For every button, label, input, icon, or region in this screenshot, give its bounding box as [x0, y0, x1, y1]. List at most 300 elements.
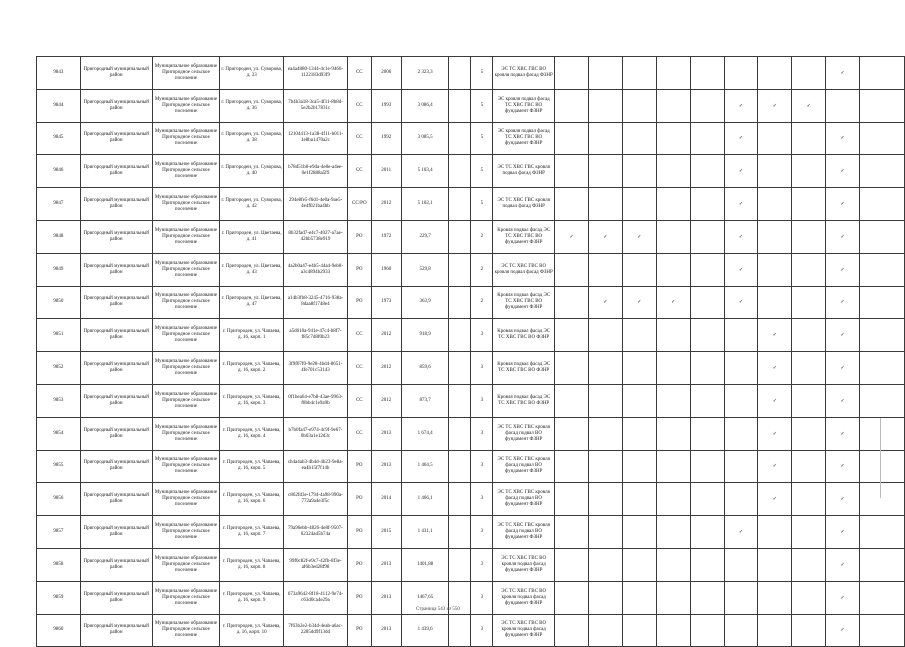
blank-cell [449, 89, 471, 122]
type-cell: СС [347, 57, 371, 90]
blank-cell [449, 450, 471, 483]
checkmark-icon: ✓ [758, 483, 792, 516]
checkmark-icon: ✓ [826, 352, 860, 385]
empty-mark-cell [622, 319, 656, 352]
row-number: 9859 [37, 581, 81, 614]
district-cell: Пригородный муниципальный район [80, 548, 152, 581]
type-cell: РО [347, 548, 371, 581]
trailing-cell [860, 57, 905, 90]
row-number: 9854 [37, 417, 81, 450]
empty-mark-cell [724, 384, 758, 417]
row-number: 9858 [37, 548, 81, 581]
area-cell: 1 431,1 [401, 516, 449, 549]
table-row [37, 286, 905, 319]
table-row [37, 352, 905, 385]
empty-mark-cell [690, 417, 724, 450]
floors-cell: 5 [471, 57, 493, 90]
floors-cell: 5 [471, 188, 493, 221]
area-cell: 873,7 [401, 384, 449, 417]
floors-cell: 3 [471, 417, 493, 450]
guid-cell: c862fd3e-1794-4a98-990a-772a9a4e3f5c [284, 483, 348, 516]
trailing-cell [860, 319, 905, 352]
year-cell: 2013 [371, 614, 401, 647]
empty-mark-cell [690, 286, 724, 319]
empty-mark-cell [588, 188, 622, 221]
district-cell: Пригородный муниципальный район [80, 450, 152, 483]
trailing-cell [860, 483, 905, 516]
floors-cell: 2 [471, 286, 493, 319]
year-cell: 1993 [371, 89, 401, 122]
checkmark-icon: ✓ [758, 417, 792, 450]
empty-mark-cell [690, 548, 724, 581]
empty-mark-cell [622, 155, 656, 188]
table-row [37, 516, 905, 549]
empty-mark-cell [792, 516, 826, 549]
district-cell: Пригородный муниципальный район [80, 417, 152, 450]
guid-cell: 79a96ebb-4826-4e8f-9507-02324ad5b74a [284, 516, 348, 549]
checkmark-icon: ✓ [792, 89, 826, 122]
empty-mark-cell [758, 220, 792, 253]
settlement-cell: Муниципальное образование Пригородное сельское поселение [152, 352, 220, 385]
area-cell: 1 439,6 [401, 614, 449, 647]
area-cell: 529,8 [401, 253, 449, 286]
type-cell: РО [347, 483, 371, 516]
district-cell: Пригородный муниципальный район [80, 122, 152, 155]
guid-cell: 8b32fad7-e4c7-4027-a7ae-42bb5738e919 [284, 220, 348, 253]
empty-mark-cell [792, 614, 826, 647]
empty-mark-cell [555, 384, 589, 417]
address-cell: г. Пригороден, ул. Суворова, д. 36 [220, 89, 284, 122]
checkmark-icon: ✓ [588, 286, 622, 319]
checkmark-icon: ✓ [826, 122, 860, 155]
empty-mark-cell [792, 483, 826, 516]
address-cell: г. Пригороден, ул. Чапаева, д. 16, корп. 9 [220, 581, 284, 614]
empty-mark-cell [588, 253, 622, 286]
systems-cell: ЭС кровля подвал фасад ТС ХВС ГВС ВО фундамент ФЗНР [493, 122, 555, 155]
checkmark-icon: ✓ [826, 155, 860, 188]
blank-cell [449, 352, 471, 385]
area-cell: 2 323,3 [401, 57, 449, 90]
address-cell: г. Пригороден, ул. Суворова, д. 42 [220, 188, 284, 221]
checkmark-icon: ✓ [656, 286, 690, 319]
guid-cell: 7f63b2e2-b34d-4eab-a6ac-2285dd9f13dd [284, 614, 348, 647]
guid-cell: ea4a4880-1344-4c1e-9466-1122183d93f9 [284, 57, 348, 90]
checkmark-icon: ✓ [724, 253, 758, 286]
table-row [37, 581, 905, 614]
row-number: 9849 [37, 253, 81, 286]
empty-mark-cell [656, 155, 690, 188]
empty-mark-cell [690, 352, 724, 385]
district-cell: Пригородный муниципальный район [80, 155, 152, 188]
empty-mark-cell [792, 352, 826, 385]
empty-mark-cell [555, 253, 589, 286]
empty-mark-cell [622, 548, 656, 581]
empty-mark-cell [792, 384, 826, 417]
empty-mark-cell [656, 253, 690, 286]
checkmark-icon: ✓ [724, 155, 758, 188]
district-cell: Пригородный муниципальный район [80, 384, 152, 417]
empty-mark-cell [555, 516, 589, 549]
blank-cell [449, 384, 471, 417]
empty-mark-cell [555, 614, 589, 647]
checkmark-icon: ✓ [724, 286, 758, 319]
empty-mark-cell [758, 253, 792, 286]
guid-cell: 673a9642-8f18-4112-9e74-c63d0ca4e29a [284, 581, 348, 614]
type-cell: РО [347, 220, 371, 253]
empty-mark-cell [792, 220, 826, 253]
address-cell: г. Пригороден, ул. Чапаева, д. 16, корп. 6 [220, 483, 284, 516]
year-cell: 2013 [371, 450, 401, 483]
checkmark-icon: ✓ [826, 384, 860, 417]
row-number: 9848 [37, 220, 81, 253]
row-number: 9847 [37, 188, 81, 221]
empty-mark-cell [555, 548, 589, 581]
district-cell: Пригородный муниципальный район [80, 220, 152, 253]
floors-cell: 3 [471, 614, 493, 647]
checkmark-icon: ✓ [826, 220, 860, 253]
guid-cell: 0f1bea64-e7b8-43ae-9963-f8bb4c1e9a9b [284, 384, 348, 417]
checkmark-icon: ✓ [758, 89, 792, 122]
blank-cell [449, 417, 471, 450]
empty-mark-cell [656, 220, 690, 253]
empty-mark-cell [588, 483, 622, 516]
checkmark-icon: ✓ [622, 286, 656, 319]
systems-cell: ЭС ТС ХВС ГВС кровля подвал фасад ФЗНР [493, 188, 555, 221]
address-cell: г. Пригороден, ул. Чапаева, д. 16, корп. 5 [220, 450, 284, 483]
district-cell: Пригородный муниципальный район [80, 614, 152, 647]
empty-mark-cell [724, 450, 758, 483]
empty-mark-cell [792, 319, 826, 352]
type-cell: РО [347, 450, 371, 483]
table-row [37, 384, 905, 417]
type-cell: СС [347, 155, 371, 188]
trailing-cell [860, 614, 905, 647]
checkmark-icon: ✓ [826, 483, 860, 516]
empty-mark-cell [555, 286, 589, 319]
empty-mark-cell [555, 188, 589, 221]
empty-mark-cell [758, 286, 792, 319]
empty-mark-cell [690, 483, 724, 516]
table-row [37, 614, 905, 647]
trailing-cell [860, 155, 905, 188]
district-cell: Пригородный муниципальный район [80, 352, 152, 385]
empty-mark-cell [724, 548, 758, 581]
guid-cell: 99f0c82f-e9c7-42fb-8f3e-af6b3ed28f98 [284, 548, 348, 581]
checkmark-icon: ✓ [826, 581, 860, 614]
table-row [37, 57, 905, 90]
empty-mark-cell [690, 122, 724, 155]
empty-mark-cell [792, 57, 826, 90]
settlement-cell: Муниципальное образование Пригородное сельское поселение [152, 155, 220, 188]
year-cell: 2011 [371, 155, 401, 188]
row-number: 9852 [37, 352, 81, 385]
empty-mark-cell [690, 89, 724, 122]
page-footer: Страница 543 из 550 [416, 607, 460, 612]
row-number: 9843 [37, 57, 81, 90]
trailing-cell [860, 450, 905, 483]
systems-cell: ЭС ТС ХВС ГВС ВО кровля подвал фасад ФЗНР [493, 253, 555, 286]
empty-mark-cell [690, 220, 724, 253]
settlement-cell: Муниципальное образование Пригородное сельское поселение [152, 548, 220, 581]
settlement-cell: Муниципальное образование Пригородное сельское поселение [152, 516, 220, 549]
empty-mark-cell [792, 253, 826, 286]
year-cell: 2006 [371, 57, 401, 90]
settlement-cell: Муниципальное образование Пригородное сельское поселение [152, 286, 220, 319]
table-row [37, 122, 905, 155]
checkmark-icon: ✓ [758, 384, 792, 417]
empty-mark-cell [690, 516, 724, 549]
empty-mark-cell [758, 155, 792, 188]
blank-cell [449, 483, 471, 516]
row-number: 9857 [37, 516, 81, 549]
empty-mark-cell [555, 122, 589, 155]
checkmark-icon: ✓ [758, 450, 792, 483]
type-cell: СС [347, 417, 371, 450]
empty-mark-cell [656, 516, 690, 549]
empty-mark-cell [690, 450, 724, 483]
empty-mark-cell [622, 417, 656, 450]
floors-cell: 3 [471, 352, 493, 385]
empty-mark-cell [724, 581, 758, 614]
address-cell: г. Пригороден, ул. Чапаева, д. 16, корп. 2 [220, 352, 284, 385]
year-cell: 2013 [371, 581, 401, 614]
floors-cell: 3 [471, 319, 493, 352]
checkmark-icon: ✓ [588, 220, 622, 253]
checkmark-icon: ✓ [758, 352, 792, 385]
empty-mark-cell [622, 253, 656, 286]
empty-mark-cell [724, 483, 758, 516]
empty-mark-cell [656, 122, 690, 155]
area-cell: 1 464,5 [401, 450, 449, 483]
settlement-cell: Муниципальное образование Пригородное сельское поселение [152, 89, 220, 122]
empty-mark-cell [656, 483, 690, 516]
systems-cell: ЭС ТС ХВС ГВС ВО кровля подвал фасад ФЗНР [493, 57, 555, 90]
empty-mark-cell [690, 581, 724, 614]
trailing-cell [860, 253, 905, 286]
systems-cell: Кровля подвал фасад ЭС ТС ХВС ГВС ВО ФЗНР [493, 384, 555, 417]
year-cell: 2012 [371, 352, 401, 385]
blank-cell [449, 319, 471, 352]
year-cell: 1972 [371, 220, 401, 253]
systems-cell: ЭС ТС ХВС ГВС ВО кровля подвал фасад фундамент ФЗНР [493, 581, 555, 614]
empty-mark-cell [826, 89, 860, 122]
empty-mark-cell [622, 581, 656, 614]
district-cell: Пригородный муниципальный район [80, 581, 152, 614]
checkmark-icon: ✓ [826, 417, 860, 450]
systems-cell: ЭС ТС ХВС ГВС кровля фасад подвал ВО фундамент ФЗНР [493, 516, 555, 549]
floors-cell: 5 [471, 155, 493, 188]
district-cell: Пригородный муниципальный район [80, 253, 152, 286]
area-cell: 3 086,4 [401, 89, 449, 122]
year-cell: 1960 [371, 253, 401, 286]
district-cell: Пригородный муниципальный район [80, 188, 152, 221]
trailing-cell [860, 122, 905, 155]
empty-mark-cell [792, 548, 826, 581]
guid-cell: 4a2b0a47-e4b5-44a4-9eb8-a3c4894b2933 [284, 253, 348, 286]
settlement-cell: Муниципальное образование Пригородное сельское поселение [152, 384, 220, 417]
guid-cell: 12104413-1a38-4f11-b011-1e8ba1470a2c [284, 122, 348, 155]
settlement-cell: Муниципальное образование Пригородное сельское поселение [152, 417, 220, 450]
type-cell: СС/РО [347, 188, 371, 221]
empty-mark-cell [588, 319, 622, 352]
empty-mark-cell [622, 483, 656, 516]
systems-cell: ЭС ТС ХВС ГВС ВО кровля подвал фасад фундамент ФЗНР [493, 548, 555, 581]
empty-mark-cell [555, 57, 589, 90]
systems-cell: ЭС ТС ХВС ГВС кровля подвал фасад ФЗНР [493, 155, 555, 188]
blank-cell [449, 548, 471, 581]
district-cell: Пригородный муниципальный район [80, 516, 152, 549]
empty-mark-cell [555, 89, 589, 122]
floors-cell: 3 [471, 450, 493, 483]
empty-mark-cell [656, 450, 690, 483]
floors-cell: 2 [471, 220, 493, 253]
register-table [36, 56, 905, 647]
settlement-cell: Муниципальное образование Пригородное сельское поселение [152, 614, 220, 647]
empty-mark-cell [758, 581, 792, 614]
trailing-cell [860, 220, 905, 253]
empty-mark-cell [588, 384, 622, 417]
empty-mark-cell [690, 57, 724, 90]
guid-cell: 3f9f07f0-9e28-4bd4-8651-4fe701c53143 [284, 352, 348, 385]
settlement-cell: Муниципальное образование Пригородное сельское поселение [152, 319, 220, 352]
empty-mark-cell [724, 417, 758, 450]
checkmark-icon: ✓ [724, 516, 758, 549]
area-cell: 5 103,4 [401, 155, 449, 188]
systems-cell: Кровля подвал фасад ЭС ТС ХВС ГВС ВО ФЗНР [493, 352, 555, 385]
checkmark-icon: ✓ [826, 188, 860, 221]
floors-cell: 3 [471, 384, 493, 417]
blank-cell [449, 614, 471, 647]
empty-mark-cell [656, 614, 690, 647]
systems-cell: ЭС ТС ХВС ГВС кровля фасад подвал ВО фундамент ФЗНР [493, 417, 555, 450]
empty-mark-cell [622, 352, 656, 385]
type-cell: СС [347, 319, 371, 352]
area-cell: 1401,88 [401, 548, 449, 581]
systems-cell: ЭС ТС ХВС ГВС кровля фасад подвал ВО фундамент ФЗНР [493, 483, 555, 516]
type-cell: РО [347, 253, 371, 286]
area-cell: 229,7 [401, 220, 449, 253]
year-cell: 2015 [371, 516, 401, 549]
checkmark-icon: ✓ [622, 220, 656, 253]
blank-cell [449, 253, 471, 286]
table-row [37, 483, 905, 516]
settlement-cell: Муниципальное образование Пригородное сельское поселение [152, 122, 220, 155]
type-cell: СС [347, 122, 371, 155]
guid-cell: a5d610a-941e-47c4-b8f7-f85c7d8f0b23 [284, 319, 348, 352]
table-row [37, 253, 905, 286]
settlement-cell: Муниципальное образование Пригородное сельское поселение [152, 450, 220, 483]
row-number: 9845 [37, 122, 81, 155]
guid-cell: b78d51b8-e9da-4e8e-a4ee-0e1f2888a5f9 [284, 155, 348, 188]
address-cell: г. Пригороден, ул. Цветаева, д. 43 [220, 253, 284, 286]
row-number: 9855 [37, 450, 81, 483]
page-edge-mark [880, 418, 881, 498]
checkmark-icon: ✓ [826, 548, 860, 581]
empty-mark-cell [758, 57, 792, 90]
blank-cell [449, 57, 471, 90]
empty-mark-cell [656, 548, 690, 581]
floors-cell: 3 [471, 548, 493, 581]
year-cell: 2012 [371, 188, 401, 221]
systems-cell: Кровля подвал фасад ЭС ТС ХВС ГВС ВО ФЗНР [493, 319, 555, 352]
systems-cell: ЭС ТС ХВС ГВС ВО кровля подвал фасад фундамент ФЗНР [493, 614, 555, 647]
empty-mark-cell [690, 319, 724, 352]
empty-mark-cell [588, 89, 622, 122]
row-number: 9846 [37, 155, 81, 188]
empty-mark-cell [690, 253, 724, 286]
checkmark-icon: ✓ [826, 253, 860, 286]
empty-mark-cell [758, 516, 792, 549]
table-row [37, 548, 905, 581]
year-cell: 2012 [371, 319, 401, 352]
empty-mark-cell [588, 450, 622, 483]
table-row [37, 188, 905, 221]
checkmark-icon: ✓ [826, 319, 860, 352]
empty-mark-cell [622, 384, 656, 417]
trailing-cell [860, 581, 905, 614]
empty-mark-cell [588, 614, 622, 647]
blank-cell [449, 220, 471, 253]
floors-cell: 5 [471, 122, 493, 155]
settlement-cell: Муниципальное образование Пригородное сельское поселение [152, 188, 220, 221]
table-row [37, 155, 905, 188]
trailing-cell [860, 89, 905, 122]
year-cell: 1973 [371, 286, 401, 319]
row-number: 9844 [37, 89, 81, 122]
year-cell: 2012 [371, 384, 401, 417]
blank-cell [449, 155, 471, 188]
empty-mark-cell [758, 122, 792, 155]
blank-cell [449, 188, 471, 221]
empty-mark-cell [555, 450, 589, 483]
address-cell: г. Пригороден, ул. Чапаева, д. 16, корп. 1 [220, 319, 284, 352]
blank-cell [449, 286, 471, 319]
row-number: 9853 [37, 384, 81, 417]
systems-cell: ЭС ТС ХВС ГВС кровля фасад подвал ВО фундамент ФЗНР [493, 450, 555, 483]
empty-mark-cell [622, 450, 656, 483]
empty-mark-cell [555, 155, 589, 188]
empty-mark-cell [656, 89, 690, 122]
district-cell: Пригородный муниципальный район [80, 319, 152, 352]
table-row [37, 220, 905, 253]
empty-mark-cell [792, 155, 826, 188]
address-cell: г. Пригороден, ул. Чапаева, д. 16, корп. 3 [220, 384, 284, 417]
empty-mark-cell [656, 188, 690, 221]
empty-mark-cell [792, 581, 826, 614]
type-cell: СС [347, 352, 371, 385]
empty-mark-cell [656, 352, 690, 385]
systems-cell: Кровля подвал фасад ЭС ТС ХВС ГВС ВО фундамент ФЗНР [493, 286, 555, 319]
type-cell: РО [347, 581, 371, 614]
guid-cell: b7b0fa47-e974-4c9f-9e67-0b03a1e12d3c [284, 417, 348, 450]
empty-mark-cell [792, 122, 826, 155]
empty-mark-cell [555, 483, 589, 516]
trailing-cell [860, 188, 905, 221]
district-cell: Пригородный муниципальный район [80, 286, 152, 319]
checkmark-icon: ✓ [758, 319, 792, 352]
floors-cell: 5 [471, 89, 493, 122]
table-row [37, 450, 905, 483]
checkmark-icon: ✓ [826, 450, 860, 483]
address-cell: г. Пригороден, ул. Чапаева, д. 16, корп. 4 [220, 417, 284, 450]
systems-cell: ЭС кровля подвал фасад ТС ХВС ГВС ВО фундамент ФЗНР [493, 89, 555, 122]
checkmark-icon: ✓ [724, 122, 758, 155]
area-cell: 5 102,1 [401, 188, 449, 221]
area-cell: 859,6 [401, 352, 449, 385]
empty-mark-cell [724, 614, 758, 647]
empty-mark-cell [622, 122, 656, 155]
guid-cell: a14b3fb8-3245-4716-938a-8daa8f1748e4 [284, 286, 348, 319]
